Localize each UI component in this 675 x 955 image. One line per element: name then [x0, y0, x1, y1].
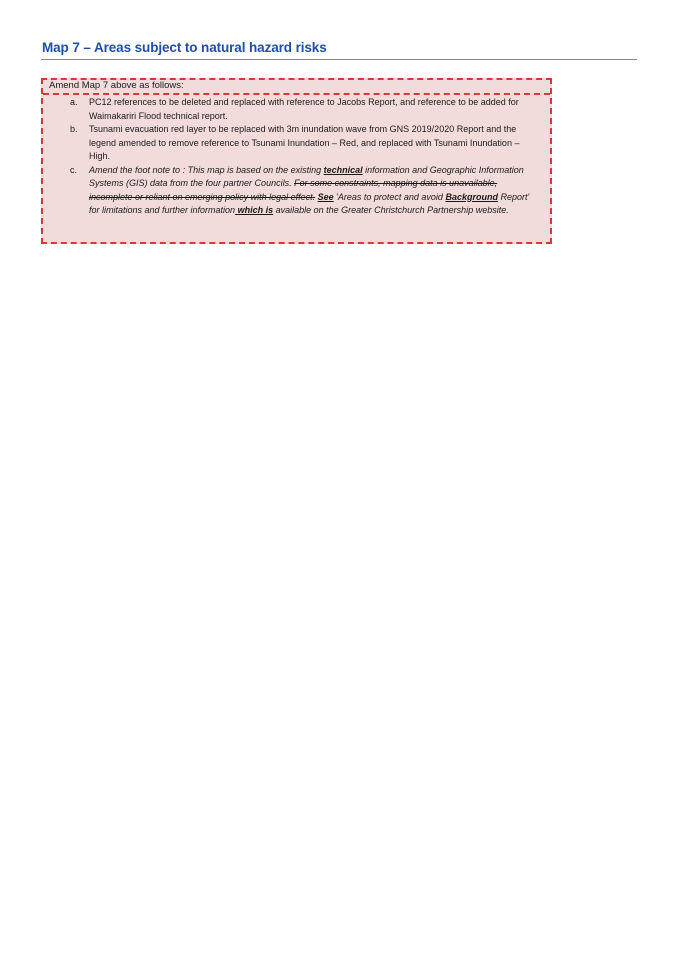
deleted-text: For some constraints, mapping data is unavailable, incomplete or reliant on emerging policy with legal effect.: [89, 178, 498, 202]
amendment-header: [43, 80, 550, 95]
inserted-text: Background: [445, 191, 498, 202]
item-letter: c.: [70, 164, 78, 175]
footnote-text: Amend the foot note to : This map is based on the existing: [89, 164, 324, 175]
amendment-item-a: [43, 96, 550, 123]
amendment-title: Amend Map 7 above as follows:: [49, 80, 184, 91]
inserted-text: See: [317, 191, 334, 202]
footnote-text: Report' for limitations and further information: [89, 191, 530, 215]
amendment-item-b: [43, 123, 550, 164]
footnote-text: 'Areas to protect and avoid: [333, 191, 446, 202]
item-letter: b.: [70, 124, 78, 134]
amendment-list: [43, 96, 550, 218]
item-text: PC12 references to be deleted and replaced with reference to Jacobs Report, and reference to be added for Waimakariri Flood technical report.: [89, 97, 519, 121]
heading-rule: [41, 59, 637, 60]
amendment-box: [41, 78, 552, 244]
footnote-text: available on the Greater Christchurch Partnership website.: [273, 205, 509, 215]
page-heading: Map 7 – Areas subject to natural hazard risks: [42, 40, 327, 55]
amendment-item-c: [43, 164, 550, 218]
item-text: [89, 164, 540, 218]
item-text: Tsunami evacuation red layer to be replaced with 3m inundation wave from GNS 2019/2020 Report and the legend amended to remove reference to Tsunami Inundation – Red, and replaced with Tsunami Inundation – High.: [89, 124, 520, 161]
item-letter: a.: [70, 97, 78, 107]
inserted-text: technical: [323, 164, 363, 175]
inserted-text: which is: [235, 205, 274, 215]
footnote-text: information and Geographic Information Systems (GIS) data from the four partner Councils.: [89, 164, 524, 188]
